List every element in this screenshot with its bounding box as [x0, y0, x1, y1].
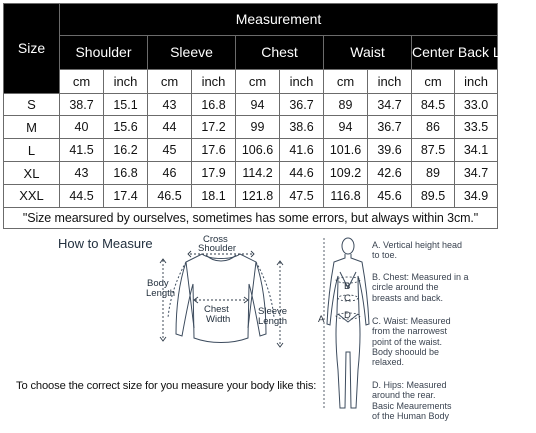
table-cell: 43	[60, 162, 104, 185]
table-cell: 99	[236, 116, 280, 139]
size-label-cell: L	[4, 139, 60, 162]
unit-header-cell: inch	[368, 70, 412, 93]
table-cell: 87.5	[412, 139, 455, 162]
unit-header-cell: cm	[148, 70, 192, 93]
note-d-line: of the Human Body	[372, 410, 450, 421]
note-a-line: A. Vertical height head	[372, 240, 463, 250]
group-header-cell: Center Back Length	[412, 35, 498, 70]
table-cell: 41.6	[280, 139, 324, 162]
table-row	[4, 139, 498, 162]
unit-header-cell: cm	[60, 70, 104, 93]
letter-c-label: C	[344, 293, 351, 304]
table-cell: 33.5	[455, 116, 498, 139]
table-cell: 44.5	[60, 185, 104, 208]
unit-header-cell: cm	[412, 70, 455, 93]
table-cell: 17.4	[104, 185, 148, 208]
table-row	[4, 185, 498, 208]
table-cell: 15.6	[104, 116, 148, 139]
table-cell: 38.7	[60, 93, 104, 116]
choose-size-instruction: To choose the correct size for you measure your body like this:	[16, 380, 317, 392]
note-a-height	[372, 240, 462, 261]
note-c-waist	[372, 316, 451, 367]
unit-header-cell: cm	[324, 70, 368, 93]
table-cell: 45	[148, 139, 192, 162]
table-row	[4, 116, 498, 139]
size-label-cell: M	[4, 116, 60, 139]
unit-header-cell: cm	[236, 70, 280, 93]
table-cell: 46	[148, 162, 192, 185]
table-cell: 40	[60, 116, 104, 139]
note-c-line: Body shoould be	[372, 346, 440, 357]
group-header-cell: Waist	[324, 35, 412, 70]
table-row	[4, 162, 498, 185]
measure-guide	[0, 232, 500, 433]
table-cell: 38.6	[280, 116, 324, 139]
note-c-line: from the narrowest	[372, 326, 448, 337]
how-to-measure-heading: How to Measure	[58, 236, 153, 251]
chest-width-label-line1: Chest	[204, 304, 229, 315]
body-length-label-line1: Body	[147, 278, 169, 289]
unit-header-cell: inch	[192, 70, 236, 93]
table-cell: 16.2	[104, 139, 148, 162]
table-cell: 47.5	[280, 185, 324, 208]
table-cell: 17.9	[192, 162, 236, 185]
table-cell: 94	[324, 116, 368, 139]
table-cell: 106.6	[236, 139, 280, 162]
table-cell: 39.6	[368, 139, 412, 162]
group-header-cell: Chest	[236, 35, 324, 70]
note-a-line: to toe.	[372, 250, 398, 261]
note-b-line: circle around the	[372, 282, 439, 293]
size-chart-table	[3, 3, 536, 229]
table-cell: 86	[412, 116, 455, 139]
table-cell: 94	[236, 93, 280, 116]
size-note: "Size mearsured by ourselves, sometimes has some errors, but always within 3cm."	[4, 207, 498, 228]
unit-header-cell: inch	[280, 70, 324, 93]
size-label-cell: S	[4, 93, 60, 116]
table-cell: 43	[148, 93, 192, 116]
size-label-cell: XL	[4, 162, 60, 185]
table-cell: 16.8	[192, 93, 236, 116]
table-cell: 34.7	[368, 93, 412, 116]
group-header-cell: Shoulder	[60, 35, 148, 70]
table-cell: 16.8	[104, 162, 148, 185]
table-cell: 41.5	[60, 139, 104, 162]
sleeve-length-label-line2: Length	[258, 316, 288, 327]
table-cell: 15.1	[104, 93, 148, 116]
table-cell: 36.7	[368, 116, 412, 139]
note-d-line: around the rear.	[372, 390, 436, 401]
note-b-chest	[372, 272, 469, 303]
chest-width-label-line2: Width	[206, 314, 231, 325]
table-cell: 46.5	[148, 185, 192, 208]
body-length-label-line2: Length	[146, 288, 176, 299]
table-cell: 36.7	[280, 93, 324, 116]
table-cell: 101.6	[324, 139, 368, 162]
note-c-line: point of the waist.	[372, 336, 443, 347]
note-d-line: D. Hips: Measured	[372, 380, 447, 390]
sleeve-length-label-line1: Sleeve	[258, 306, 288, 317]
note-c-line: relaxed.	[372, 357, 405, 368]
measurement-title: Measurement	[60, 4, 498, 36]
cross-shoulder-label-line1: Cross	[203, 234, 228, 245]
table-cell: 45.6	[368, 185, 412, 208]
note-d-line: Basic Meaurements	[372, 400, 452, 411]
table-cell: 116.8	[324, 185, 368, 208]
unit-header-cell: inch	[455, 70, 498, 93]
table-cell: 34.1	[455, 139, 498, 162]
table-cell: 109.2	[324, 162, 368, 185]
table-cell: 84.5	[412, 93, 455, 116]
table-cell: 121.8	[236, 185, 280, 208]
table-row	[4, 93, 498, 116]
note-d-hips	[372, 380, 452, 421]
table-cell: 44	[148, 116, 192, 139]
table-cell: 89.5	[412, 185, 455, 208]
table-cell: 42.6	[368, 162, 412, 185]
table-cell: 89	[324, 93, 368, 116]
table-cell: 17.6	[192, 139, 236, 162]
table-cell: 34.7	[455, 162, 498, 185]
letter-d-label: D	[344, 310, 351, 321]
note-b-line: B. Chest: Measured in a	[372, 272, 469, 282]
size-column-header: Size	[4, 4, 60, 94]
note-b-line: breasts and back.	[372, 292, 444, 303]
table-cell: 114.2	[236, 162, 280, 185]
group-header-cell: Sleeve	[148, 35, 236, 70]
cross-shoulder-label-line2: Shoulder	[198, 243, 237, 254]
body-figure-illustration	[318, 232, 378, 432]
letter-a-label: A	[318, 314, 325, 325]
note-c-line: C. Waist: Measured	[372, 316, 451, 326]
size-table-body	[4, 93, 498, 207]
table-cell: 18.1	[192, 185, 236, 208]
table-cell: 44.6	[280, 162, 324, 185]
letter-b-label: B	[344, 281, 351, 292]
unit-header-row	[4, 70, 498, 93]
group-header-row	[4, 35, 498, 70]
table-cell: 17.2	[192, 116, 236, 139]
size-label-cell: XXL	[4, 185, 60, 208]
table-cell: 89	[412, 162, 455, 185]
unit-header-cell: inch	[104, 70, 148, 93]
table-cell: 33.0	[455, 93, 498, 116]
table-cell: 34.9	[455, 185, 498, 208]
